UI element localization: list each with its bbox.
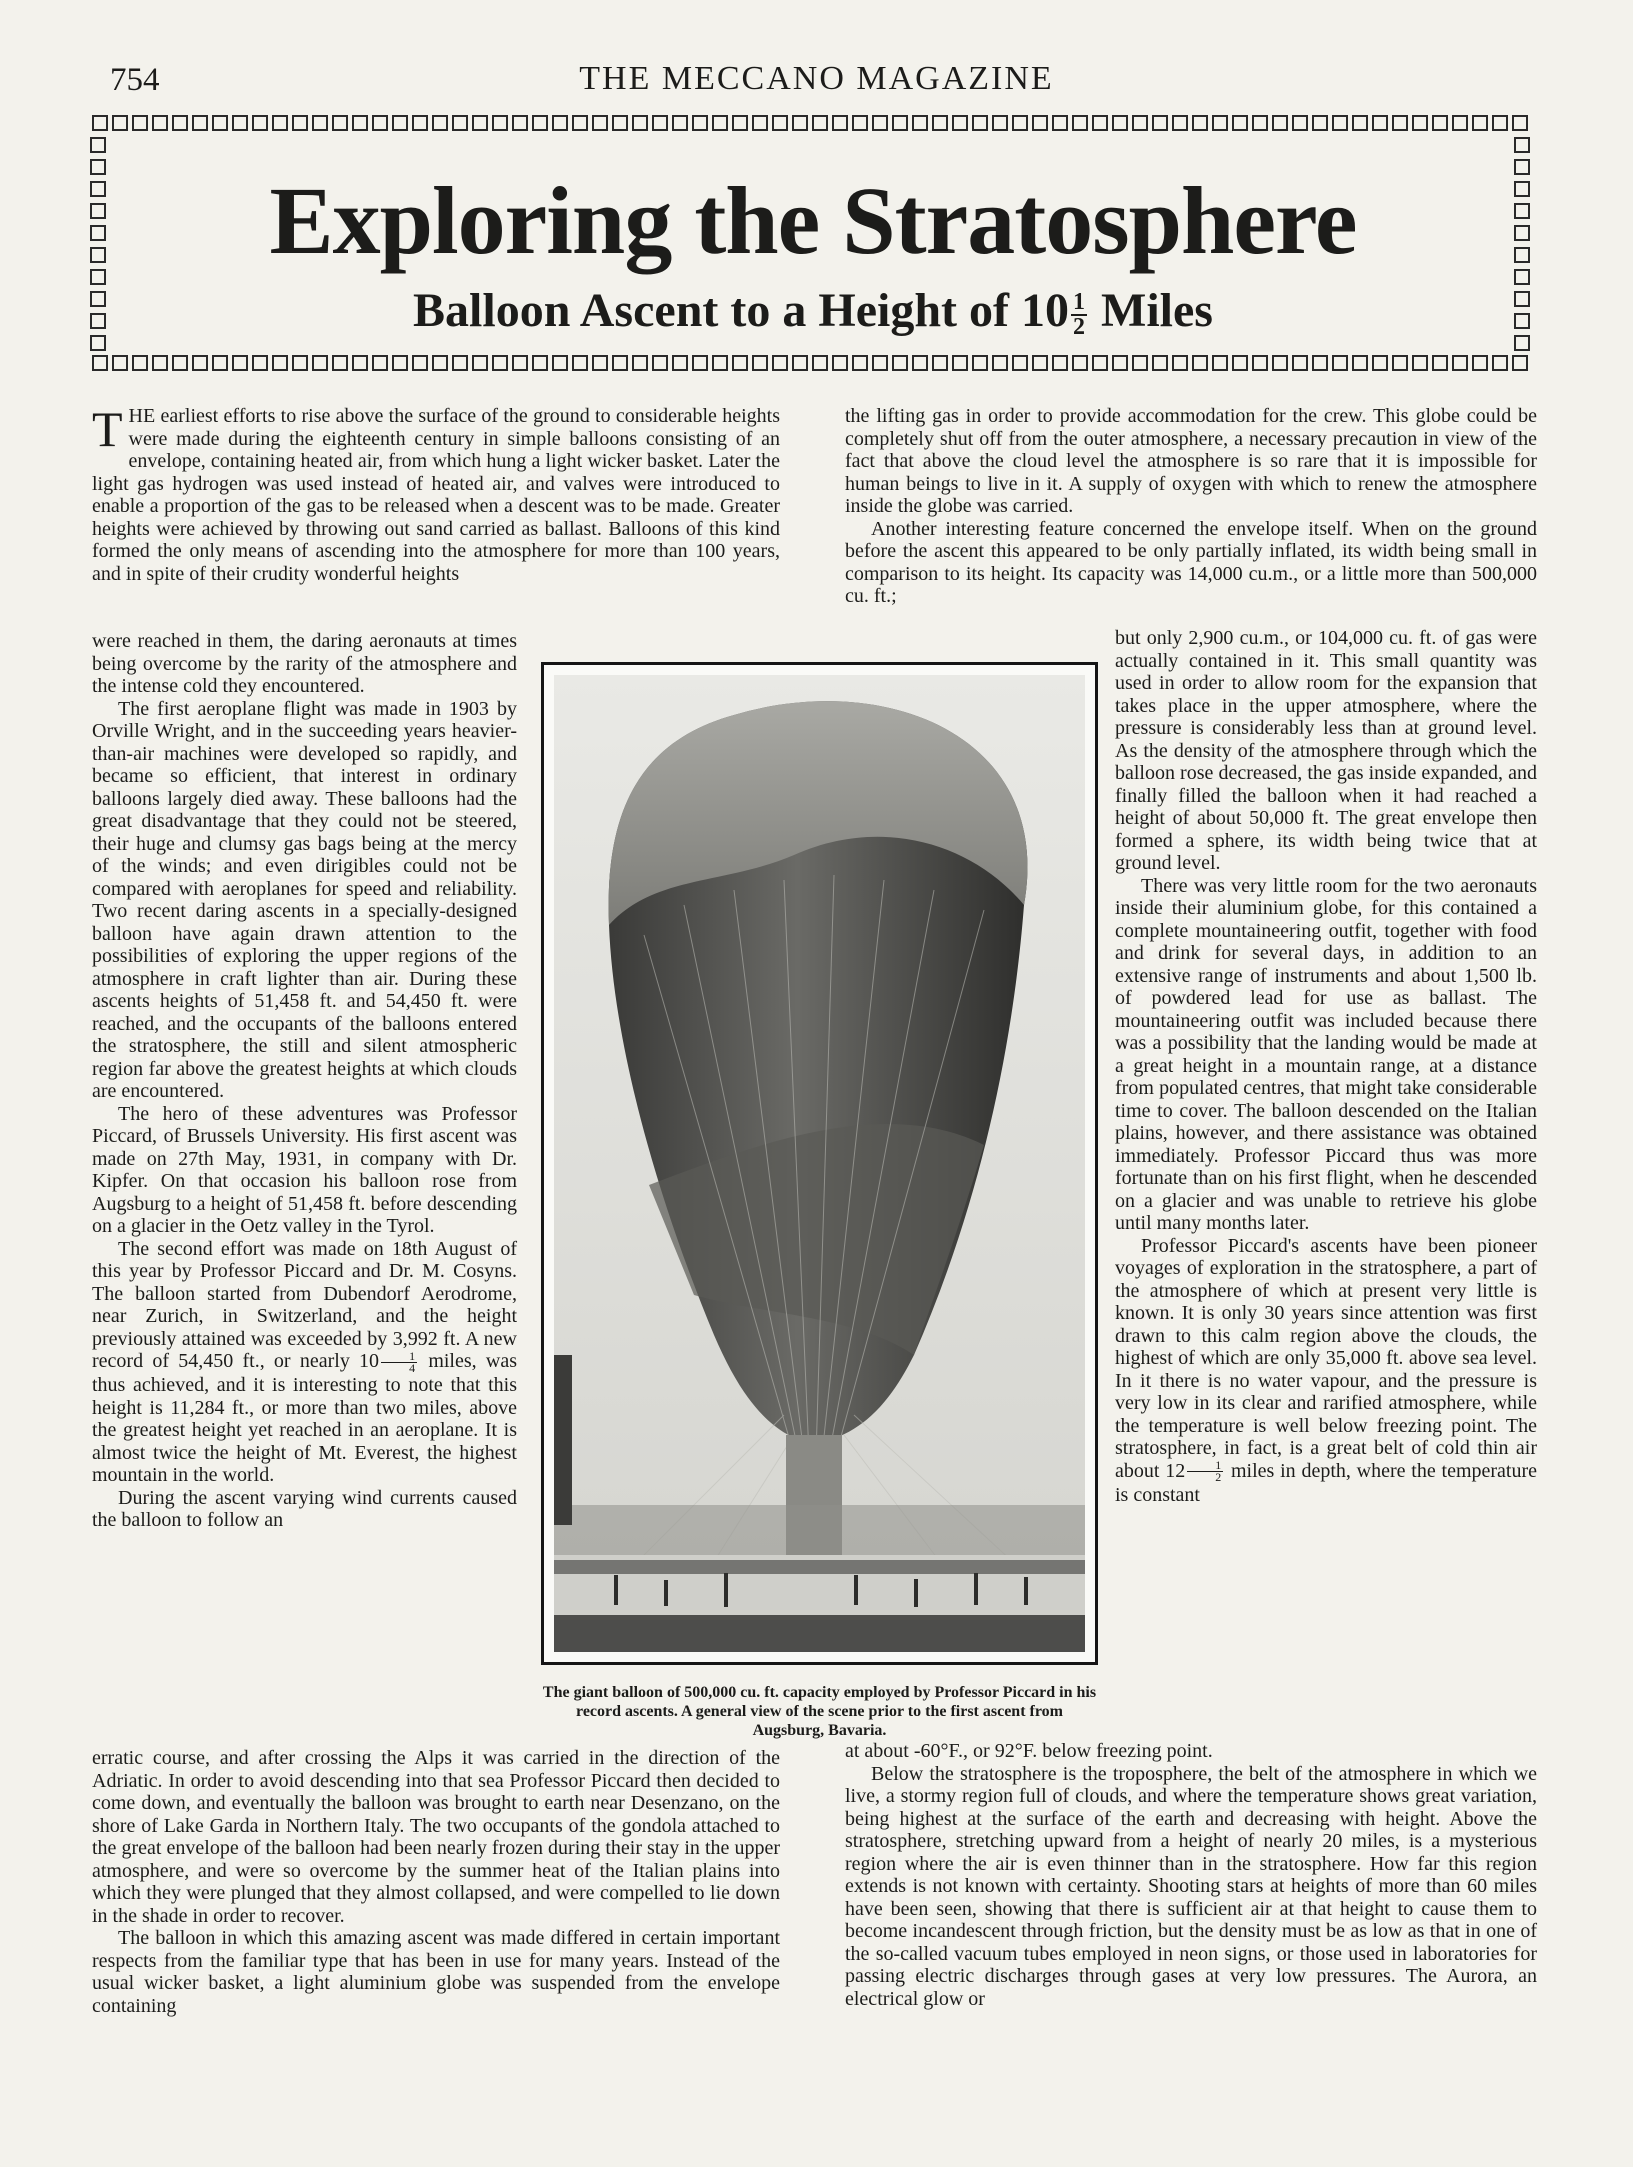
border-square [672,355,688,371]
border-square [812,355,828,371]
border-square [1492,115,1508,131]
border-square [772,355,788,371]
border-square [592,355,608,371]
border-square [932,115,948,131]
border-square [1292,355,1308,371]
border-square [452,115,468,131]
border-square [112,115,128,131]
border-square [572,355,588,371]
border-square [1272,355,1288,371]
border-square [172,355,188,371]
border-square [252,115,268,131]
page-number: 754 [110,62,160,98]
border-square [132,355,148,371]
border-square [152,115,168,131]
border-square [752,355,768,371]
border-square [1312,115,1328,131]
border-square [1312,355,1328,371]
border-square [732,115,748,131]
border-square [652,355,668,371]
drop-cap: T [92,401,123,457]
border-square [672,115,688,131]
border-square [372,115,388,131]
subtitle-text-end: Miles [1101,284,1213,337]
border-square [632,355,648,371]
paragraph-r2: Another interesting feature concerned the envelope itself. When on the ground before the ascent this appeared to be only partially inflated, its width being small in comparison to its height. Its capacity was 14,000 cu.m., or a little more than 500,000 cu. ft.; [845,517,1537,607]
paragraph-5: During the ascent varying wind currents caused the balloon to follow an [92,1486,517,1532]
border-square [1012,115,1028,131]
paragraph-3: The hero of these adventures was Professor Piccard, of Brussels University. His first ascent was made on 27th May, 1931, in company with Dr. Kipfer. On that occasion his balloon rose from Augsburg to a height of 51,458 ft. before descending on a glacier in the Oetz valley in the Tyrol. [92,1102,517,1237]
right-column-bottom [845,1740,1537,2010]
border-square [1272,115,1288,131]
title-border-top [90,115,1536,137]
border-square [752,115,768,131]
border-square [132,115,148,131]
border-square [932,355,948,371]
border-square [852,115,868,131]
border-square [372,355,388,371]
border-square [912,115,928,131]
border-square [252,355,268,371]
balloon-photo [554,675,1085,1652]
border-square [452,355,468,371]
masthead: THE MECCANO MAGAZINE [579,60,1054,97]
border-square [432,115,448,131]
border-square [212,115,228,131]
border-square [952,355,968,371]
border-square [1052,355,1068,371]
border-square [1512,115,1528,131]
photo-frame [541,662,1098,1665]
border-square [792,355,808,371]
border-square [1232,355,1248,371]
border-square [352,115,368,131]
border-square [1512,355,1528,371]
border-square [1212,355,1228,371]
article-subtitle [90,284,1536,340]
border-square [312,355,328,371]
paragraph-5-continued: erratic course, and after crossing the Alps it was carried in the direction of the Adriatic. In order to avoid descending into that sea Professor Piccard then decided to come down, and eventually the balloon was brought to earth near Desenzano, on the shore of Lake Garda in Northern Italy. The two occupants of the gondola attached to the great envelope of the balloon had been nearly frozen during their stay in the upper atmosphere, and were so overcome by the summer heat of the Italian plains into which they were plunged that they almost collapsed, and were compelled to lie down in the shade in order to recover. [92,1747,780,1927]
border-square [1412,115,1428,131]
border-square [1292,115,1308,131]
inline-fraction-2: $\frac{1}{2}$ [1187,1460,1223,1484]
subtitle-fraction: $\frac{1}{2}$ [1073,289,1086,340]
border-square [1092,115,1108,131]
border-square [1072,355,1088,371]
border-square [1232,115,1248,131]
border-square [1514,269,1530,285]
border-square [92,355,108,371]
border-square [612,115,628,131]
border-square [572,115,588,131]
border-square [172,115,188,131]
paragraph-4: The second effort was made on 18th August of this year by Professor Piccard and Dr. M. Cosyns. The balloon started from Dubendorf Aerodrome, near Zurich, in Switzerland, and the height previously attained was exceeded by 3,992 ft. A new record of 54,450 ft., or nearly 10 $\frac{1}{4}$ miles, was thus achieved, and it is interesting to note that this height is 11,284 ft., or more than two miles, above the greatest height yet reached in an aeroplane. It is almost twice the height of Mt. Everest, the highest mountain in the world. [92,1237,517,1487]
border-square [1172,355,1188,371]
paragraph-r4: Professor Piccard's ascents have been pioneer voyages of exploration in the stratosphere, a part of the atmosphere of which at present very little is known. It is only 30 years since attention was first drawn to this calm region above the clouds, the highest of which are only 35,000 ft. above sea level. In it there is no water vapour, and the pressure is very low in its clear and rarified atmosphere, while the temperature is well below freezing point. The stratosphere, in fact, is a great belt of cold thin air about 12 $\frac{1}{2}$ miles in depth, where the temperature is constant [1115,1234,1538,1506]
border-square [1092,355,1108,371]
left-column-bottom [92,1747,780,2017]
building [554,1355,572,1525]
border-square [1492,355,1508,371]
article-title: Exploring the Stratosphere [269,167,1357,274]
border-square [692,115,708,131]
border-square [852,355,868,371]
border-square [812,115,828,131]
border-square [1152,115,1168,131]
border-square [1412,355,1428,371]
border-square [1012,355,1028,371]
border-square [512,115,528,131]
border-square [412,115,428,131]
paragraph-r2-continued: but only 2,900 cu.m., or 104,000 cu. ft. of gas were actually contained in it. This small quantity was used in order to allow room for the expansion that takes place in the upper atmosphere, where the pressure is considerably less than at ground level. As the density of the atmosphere through which the balloon rose decreased, the gas inside expanded, and finally filled the balloon when it had reached a height of about 50,000 ft. The great envelope then formed a sphere, its width being twice that at ground level. [1115,627,1537,874]
border-square [1452,115,1468,131]
paragraph-r4-continued: at about -60°F., or 92°F. below freezing point. [845,1740,1213,1762]
border-square [892,355,908,371]
border-square [1032,355,1048,371]
border-square [412,355,428,371]
border-square [1112,115,1128,131]
paragraph-6: The balloon in which this amazing ascent was made differed in certain important respects from the familiar type that has been in use for many years. Instead of the usual wicker basket, a light aluminium globe was suspended from the envelope containing [92,1927,780,2017]
border-square [712,115,728,131]
paragraph-r1: the lifting gas in order to provide accommodation for the crew. This globe could be completely shut off from the outer atmosphere, a necessary precaution in view of the fact that above the cloud level the atmosphere is so rare that it is impossible for human beings to live in it. A supply of oxygen with which to renew the atmosphere inside the globe was carried. [845,405,1537,517]
right-column-narrow [1115,627,1537,1506]
border-square [272,115,288,131]
border-square [1172,115,1188,131]
border-square [792,115,808,131]
border-square [532,115,548,131]
paragraph-r5: Below the stratosphere is the troposphere, the belt of the atmosphere in which we live, a stormy region full of clouds, and where the temperature shows great variation, being highest at the surface of the earth and decreasing with height. Above the stratosphere, stretching upward from a height of nearly 20 miles, is a mysterious region where the air is even thinner than in the stratosphere. How far this region extends is not known with certainty. Shooting stars at heights of more than 60 miles have been seen, showing that there is sufficient air at that height to cause them to become incandescent through friction, but the density must be as low as that in one of the so-called vacuum tubes employed in neon signs, or those used in laboratories for passing electric discharges through gases at very low pressures. The Aurora, an electrical glow or [845,1762,1537,2010]
border-square [512,355,528,371]
border-square [872,115,888,131]
border-square [992,115,1008,131]
border-square [392,355,408,371]
border-square [552,355,568,371]
border-square [1452,355,1468,371]
border-square [492,115,508,131]
border-square [332,355,348,371]
border-square [732,355,748,371]
balloon-illustration [554,675,1085,1652]
left-column-top [92,401,780,585]
border-square [692,355,708,371]
border-square [972,355,988,371]
border-square [832,355,848,371]
border-square [1192,355,1208,371]
border-square [632,115,648,131]
border-square [552,115,568,131]
border-square [1372,115,1388,131]
border-square [1352,115,1368,131]
border-square [272,355,288,371]
border-square [832,115,848,131]
border-square [972,115,988,131]
border-square [1392,115,1408,131]
border-square [1432,115,1448,131]
border-square [872,355,888,371]
border-square [1432,355,1448,371]
border-square [1052,115,1068,131]
border-square [772,115,788,131]
photo-caption: The giant balloon of 500,000 cu. ft. capacity employed by Professor Piccard in his record ascents. A general view of the scene prior to the first ascent from Augsburg, Bavaria. [542,1684,1097,1739]
right-column-top [845,405,1537,608]
border-square [192,115,208,131]
border-square [392,115,408,131]
border-square [1252,355,1268,371]
border-square [612,355,628,371]
border-square [1112,355,1128,371]
border-square [1032,115,1048,131]
border-square [312,115,328,131]
border-square [1472,115,1488,131]
paragraph-r3: There was very little room for the two aeronauts inside their aluminium globe, for this contained a complete mountaineering outfit, together with food and drink for several days, in addition to an extensive range of instruments and about 1,500 lb. of powdered lead for use as ballast. The mountaineering outfit was included because there was a possibility that the landing would be made at a great height in a mountain range, at a distance from populated centres, that might take considerable time to cover. The balloon descended on the Italian plains, however, and there assistance was obtained immediately. Professor Piccard thus was more fortunate than on his first flight, when he descended on a glacier and was unable to retrieve his globe until many months later. [1115,874,1537,1234]
border-square [1192,115,1208,131]
border-square [912,355,928,371]
border-square [712,355,728,371]
border-square [892,115,908,131]
border-square [292,115,308,131]
border-square [472,355,488,371]
subtitle-text: Balloon Ascent to a Height of 10 [413,284,1070,337]
border-square [1212,115,1228,131]
border-square [1352,355,1368,371]
border-square [232,355,248,371]
border-square [1132,115,1148,131]
border-square [472,115,488,131]
border-square [492,355,508,371]
border-square [152,355,168,371]
border-square [332,115,348,131]
border-square [192,355,208,371]
inline-fraction: $\frac{1}{4}$ [381,1351,417,1375]
border-square [1514,137,1530,153]
border-square [1132,355,1148,371]
border-square [1372,355,1388,371]
border-square [992,355,1008,371]
paragraph-1: THE earliest efforts to rise above the surface of the ground to considerable heights were made during the eighteenth century in simple balloons consisting of an envelope, containing heated air, from which hung a light wicker basket. Later the light gas hydrogen was used instead of heated air, and valves were introduced to enable a proportion of the gas to be released when a descent was to be made. Greater heights were achieved by throwing out sand carried as ballast. Balloons of this kind formed the only means of ascending into the atmosphere for more than 100 years, and in spite of their crudity wonderful heights [92,401,780,585]
border-square [90,269,106,285]
border-square [292,355,308,371]
border-square [1152,355,1168,371]
border-square [532,355,548,371]
border-square [1332,115,1348,131]
border-square [1332,355,1348,371]
title-box [90,115,1536,377]
border-square [652,115,668,131]
left-column-narrow [92,630,517,1532]
border-square [1472,355,1488,371]
border-square [112,355,128,371]
border-square [952,115,968,131]
border-square [352,355,368,371]
border-square [232,115,248,131]
border-square [592,115,608,131]
paragraph-1-continued: were reached in them, the daring aeronauts at times being overcome by the rarity of the atmosphere and the intense cold they encountered. [92,630,517,697]
paragraph-2: The first aeroplane flight was made in 1903 by Orville Wright, and in the succeeding years heavier-than-air machines were developed so rapidly, and became so efficient, that interest in ordinary balloons largely died away. These balloons had the great disadvantage that they could not be steered, their huge and clumsy gas bags being at the mercy of the winds; and even dirigibles could not be compared with aeroplanes for speed and reliability. Two recent daring ascents in a specially-designed balloon have again drawn attention to the possibilities of exploring the upper regions of the atmosphere in craft lighter than air. During these ascents heights of 51,458 ft. and 54,450 ft. were reached, and the occupants of the balloons entered the stratosphere, the still and silent atmospheric region far above the greatest heights at which clouds are encountered. [92,697,517,1102]
border-square [92,115,108,131]
border-square [1252,115,1268,131]
border-square [1072,115,1088,131]
border-square [212,355,228,371]
border-square [90,137,106,153]
border-square [1392,355,1408,371]
border-square [432,355,448,371]
title-border-bottom [90,355,1536,377]
